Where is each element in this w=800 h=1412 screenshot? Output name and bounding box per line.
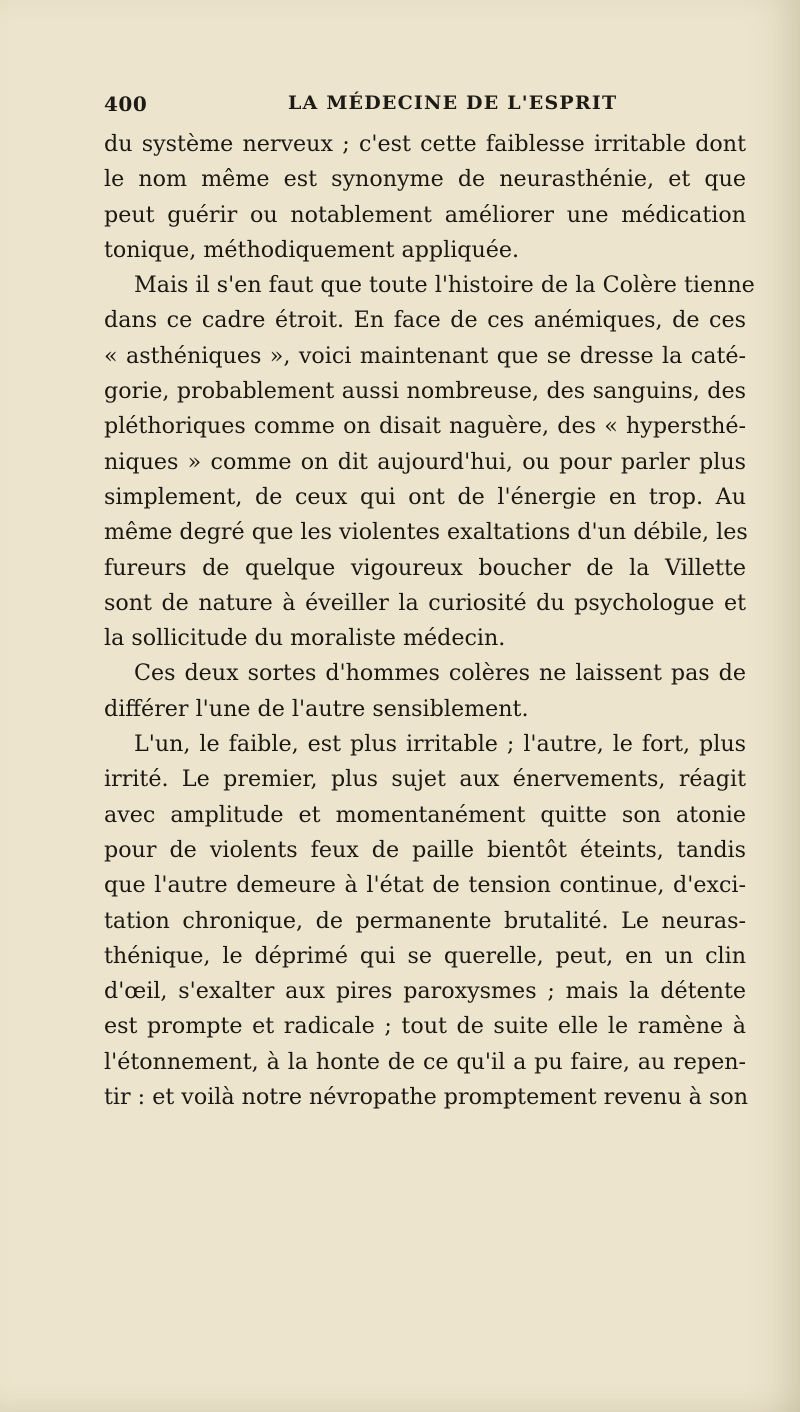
text-line: thénique, le déprimé qui se querelle, peut, en un clin (104, 942, 746, 969)
text-line: d'œil, s'exalter aux pires paroxysmes ; mais la détente (104, 978, 746, 1005)
text-line: L'un, le faible, est plus irritable ; l'autre, le fort, plus (134, 731, 746, 758)
text-line: tir : et voilà notre névropathe promptement revenu à son (104, 1084, 748, 1111)
text-line: avec amplitude et momentanément quitte son atonie (104, 801, 746, 828)
text-line: dans ce cadre étroit. En face de ces anémiques, de ces (104, 307, 746, 334)
text-line: pour de violents feux de paille bientôt éteints, tandis (104, 836, 746, 863)
text-line: que l'autre demeure à l'état de tension continue, d'exci- (104, 872, 746, 899)
text-line: Mais il s'en faut que toute l'histoire de la Colère tienne (134, 272, 755, 299)
text-line: fureurs de quelque vigoureux boucher de la Villette (104, 554, 746, 581)
text-line: niques » comme on dit aujourd'hui, ou pour parler plus (104, 448, 746, 475)
text-line: tonique, méthodiquement appliquée. (104, 236, 520, 263)
text-line: peut guérir ou notablement améliorer une médication (104, 201, 746, 228)
text-line: sont de nature à éveiller la curiosité du psychologue et (104, 589, 746, 616)
body-text (104, 127, 755, 1115)
text-line: est prompte et radicale ; tout de suite elle le ramène à (104, 1013, 746, 1040)
text-line: irrité. Le premier, plus sujet aux énervements, réagit (104, 766, 746, 793)
running-title: LA MÉDECINE DE L'ESPRIT (288, 92, 618, 114)
text-line: même degré que les violentes exaltations d'un débile, les (104, 519, 748, 546)
text-line: tation chronique, de permanente brutalité. Le neuras- (104, 907, 746, 934)
text-line: l'étonnement, à la honte de ce qu'il a pu faire, au repen- (104, 1048, 746, 1075)
text-line: « asthéniques », voici maintenant que se dresse la caté- (104, 342, 746, 369)
text-line: simplement, de ceux qui ont de l'énergie en trop. Au (104, 483, 746, 510)
text-line: du système nerveux ; c'est cette faiblesse irritable dont (104, 131, 746, 157)
text-line: différer l'une de l'autre sensiblement. (104, 695, 529, 722)
text-line: Ces deux sortes d'hommes colères ne laissent pas de (134, 660, 746, 687)
page-number: 400 (104, 92, 148, 116)
text-line: le nom même est synonyme de neurasthénie, et que (104, 166, 746, 193)
text-line: la sollicitude du moraliste médecin. (104, 625, 506, 652)
page-header (104, 92, 704, 122)
text-line: gorie, probablement aussi nombreuse, des sanguins, des (104, 378, 746, 405)
text-line: pléthoriques comme on disait naguère, des « hypersthé- (104, 413, 746, 440)
